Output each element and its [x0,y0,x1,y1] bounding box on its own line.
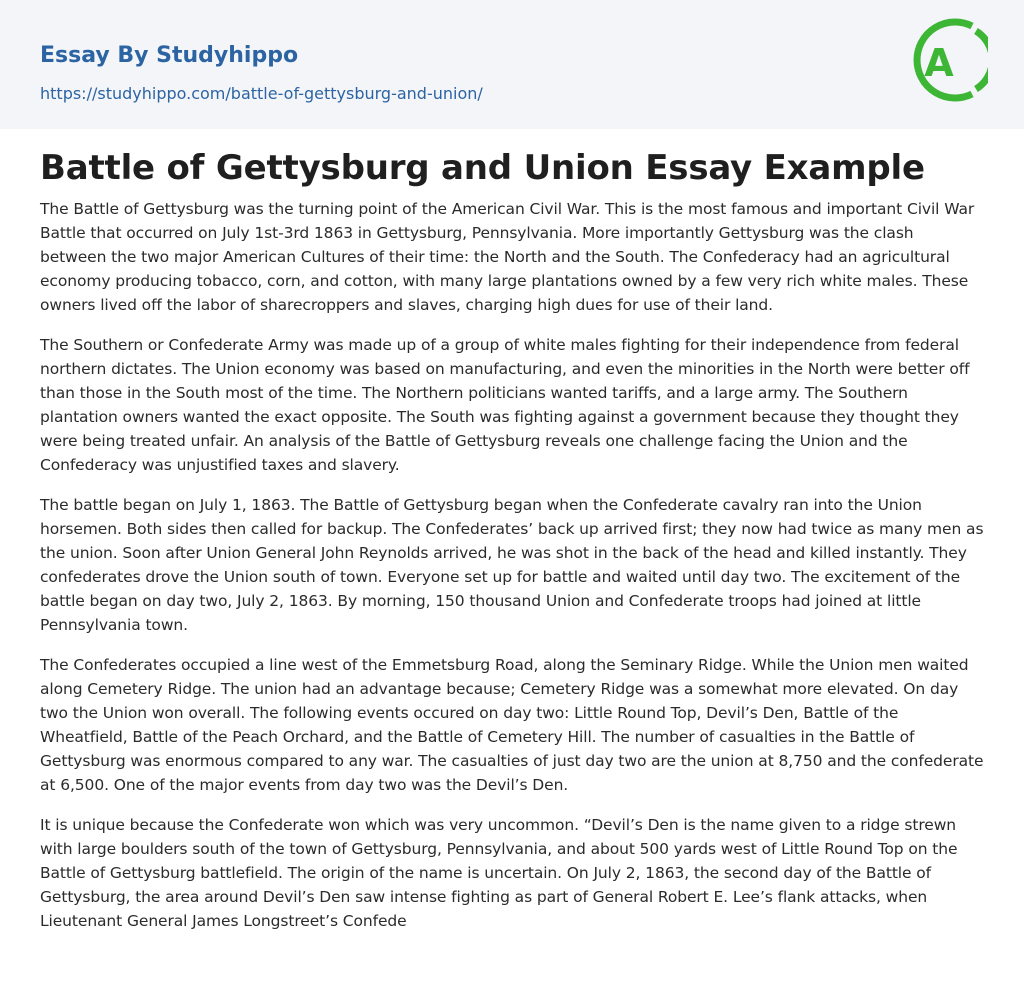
article-paragraph: The Southern or Confederate Army was made up of a group of white males fighting for their independence from federal northern dictates. The Union economy was based on manufacturing, and even the minorities in the North were better off than those in the South most of the time. The Northern politicians wanted tariffs, and a large army. The Southern plantation owners wanted the exact opposite. The South was fighting against a government because they thought they were being treated unfair. An analysis of the Battle of Gettysburg reveals one challenge facing the Union and the Confederacy was unjustified taxes and slavery. [40,336,970,474]
studyhippo-logo-icon[interactable] [910,17,988,107]
article-title: Battle of Gettysburg and Union Essay Example [40,148,925,188]
site-header [0,0,1024,129]
logo-letter: A [924,41,954,85]
page-url-link[interactable]: https://studyhippo.com/battle-of-gettysburg-and-union/ [40,84,483,103]
article-paragraph: It is unique because the Confederate won which was very uncommon. “Devil’s Den is the name given to a ridge strewn with large boulders south of the town of Gettysburg, Pennsylvania, and about 500 yards west of Little Round Top on the Battle of Gettysburg battlefield. The origin of the name is uncertain. On July 2, 1863, the second day of the Battle of Gettysburg, the area around Devil’s Den saw intense fighting as part of General Robert E. Lee’s flank attacks, when Lieutenant General James Longstreet’s Confede [40,816,958,930]
article-paragraph: The Confederates occupied a line west of the Emmetsburg Road, along the Seminary Ridge. While the Union men waited along Cemetery Ridge. The union had an advantage because; Cemetery Ridge was a somewhat more elevated. On day two the Union won overall. The following events occured on day two: Little Round Top, Devil’s Den, Battle of the Wheatfield, Battle of the Peach Orchard, and the Battle of Cemetery Hill. The number of casualties in the Battle of Gettysburg was enormous compared to any war. The casualties of just day two are the union at 8,750 and the confederate at 6,500. One of the major events from day two was the Devil’s Den. [40,656,984,794]
article-paragraph: The Battle of Gettysburg was the turning point of the American Civil War. This is the most famous and important Civil War Battle that occurred on July 1st-3rd 1863 in Gettysburg, Pennsylvania. More importantly Gettysburg was the clash between the two major American Cultures of their time: the North and the South. The Confederacy had an agricultural economy producing tobacco, corn, and cotton, with many large plantations owned by a few very rich white males. These owners lived off the labor of sharecroppers and slaves, charging high dues for use of their land. [40,200,975,314]
site-brand[interactable]: Essay By Studyhippo [40,43,299,68]
article [0,129,1024,933]
article-paragraph: The battle began on July 1, 1863. The Battle of Gettysburg began when the Confederate cavalry ran into the Union horsemen. Both sides then called for backup. The Confederates’ back up arrived first; they now had twice as many men as the union. Soon after Union General John Reynolds arrived, he was shot in the back of the head and killed instantly. They confederates drove the Union south of town. Everyone set up for battle and waited until day two. The excitement of the battle began on day two, July 2, 1863. By morning, 150 thousand Union and Confederate troops had joined at little Pennsylvania town. [40,496,984,634]
